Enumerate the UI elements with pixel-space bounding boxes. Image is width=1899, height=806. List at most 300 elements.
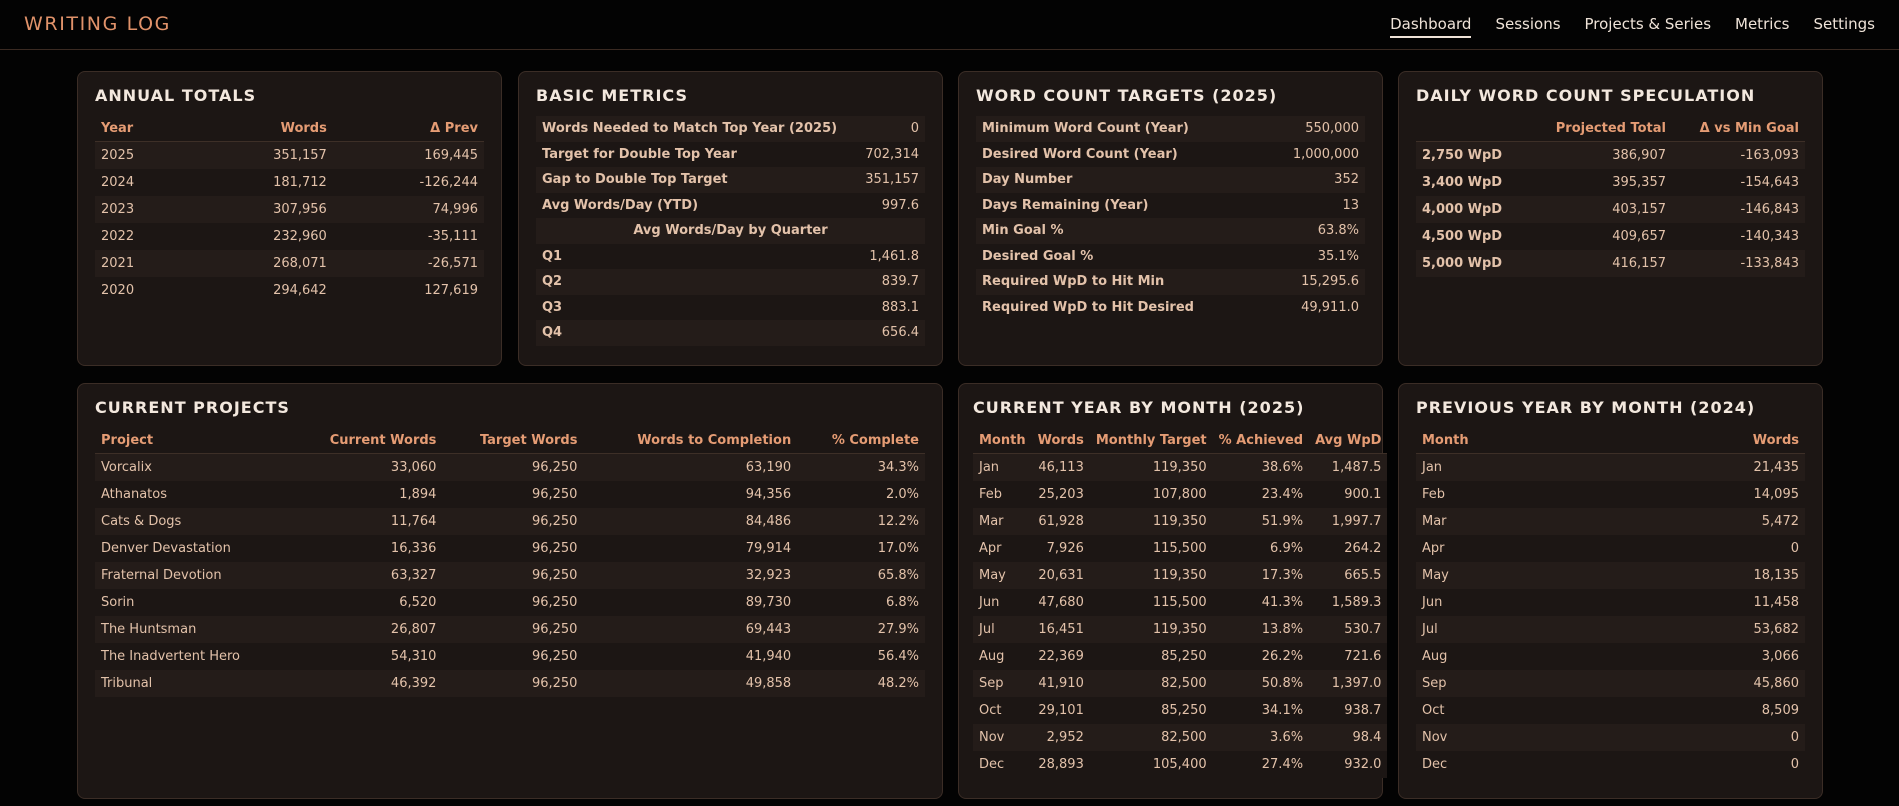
metric-row — [976, 167, 1365, 193]
quarter-value: 656.4 — [856, 320, 925, 346]
year-cell: 2023 — [95, 196, 192, 223]
month-cell: Sep — [973, 670, 1032, 697]
percent-achieved-cell: 41.3% — [1213, 589, 1309, 616]
monthly-target-cell: 115,500 — [1090, 535, 1213, 562]
current-words: 46,392 — [290, 670, 443, 697]
speculation-table — [1416, 116, 1805, 277]
month-row — [973, 643, 1387, 670]
speculation-panel — [1398, 71, 1823, 366]
delta-cell: -126,244 — [333, 169, 484, 196]
month-cell: Feb — [973, 481, 1032, 508]
project-row — [95, 589, 925, 616]
percent-achieved-cell: 23.4% — [1213, 481, 1309, 508]
metric-value: 0 — [856, 116, 925, 142]
monthly-target-cell: 105,400 — [1090, 751, 1213, 778]
month-row — [973, 589, 1387, 616]
current-words: 1,894 — [290, 481, 443, 508]
rate-cell: 3,400 WpD — [1416, 169, 1526, 196]
month-cell: Oct — [973, 697, 1032, 724]
metric-label: Desired Word Count (Year) — [976, 142, 1264, 168]
word-count-targets-title: WORD COUNT TARGETS (2025) — [976, 86, 1278, 105]
previous-year-title: PREVIOUS YEAR BY MONTH (2024) — [1416, 398, 1756, 417]
current-words: 16,336 — [290, 535, 443, 562]
project-name: The Huntsman — [95, 616, 290, 643]
quarter-value: 1,461.8 — [856, 244, 925, 270]
percent-complete: 34.3% — [797, 454, 925, 482]
current-words: 63,327 — [290, 562, 443, 589]
project-row — [95, 535, 925, 562]
metric-value: 49,911.0 — [1264, 295, 1365, 321]
rate-cell: 4,500 WpD — [1416, 223, 1526, 250]
col-project: Project — [95, 428, 290, 454]
month-cell: Feb — [1416, 481, 1611, 508]
project-row — [95, 454, 925, 482]
month-cell: Jul — [1416, 616, 1611, 643]
metric-label: Gap to Double Top Target — [536, 167, 856, 193]
percent-achieved-cell: 3.6% — [1213, 724, 1309, 751]
project-name: Tribunal — [95, 670, 290, 697]
month-row — [1416, 589, 1805, 616]
annual-totals-panel — [77, 71, 502, 366]
metric-row — [976, 193, 1365, 219]
metric-row — [976, 295, 1365, 321]
previous-year-panel — [1398, 383, 1823, 799]
avg-wpd-cell: 721.6 — [1309, 643, 1387, 670]
table-row — [95, 169, 484, 196]
metric-label: Target for Double Top Year — [536, 142, 856, 168]
basic-metrics-panel — [518, 71, 943, 366]
words-cell: 232,960 — [192, 223, 333, 250]
nav-dashboard[interactable]: Dashboard — [1390, 15, 1471, 38]
project-row — [95, 562, 925, 589]
monthly-target-cell: 119,350 — [1090, 508, 1213, 535]
quarter-subheader: Avg Words/Day by Quarter — [536, 218, 925, 244]
delta-cell: -163,093 — [1672, 142, 1805, 170]
delta-cell: 127,619 — [333, 277, 484, 304]
words-cell: 3,066 — [1611, 643, 1805, 670]
metric-label: Avg Words/Day (YTD) — [536, 193, 856, 219]
avg-wpd-cell: 530.7 — [1309, 616, 1387, 643]
words-to-completion: 94,356 — [583, 481, 797, 508]
percent-complete: 48.2% — [797, 670, 925, 697]
words-cell: 45,860 — [1611, 670, 1805, 697]
metric-row — [536, 116, 925, 142]
year-cell: 2021 — [95, 250, 192, 277]
current-year-table — [973, 428, 1387, 778]
percent-achieved-cell: 50.8% — [1213, 670, 1309, 697]
percent-achieved-cell: 17.3% — [1213, 562, 1309, 589]
percent-achieved-cell: 38.6% — [1213, 454, 1309, 482]
words-cell: 181,712 — [192, 169, 333, 196]
month-row — [1416, 643, 1805, 670]
projected-total-cell: 403,157 — [1526, 196, 1672, 223]
current-words: 54,310 — [290, 643, 443, 670]
avg-wpd-cell: 1,397.0 — [1309, 670, 1387, 697]
percent-complete: 65.8% — [797, 562, 925, 589]
month-row — [1416, 508, 1805, 535]
table-row — [95, 277, 484, 304]
month-cell: Apr — [1416, 535, 1611, 562]
month-row — [973, 535, 1387, 562]
metric-label: Words Needed to Match Top Year (2025) — [536, 116, 856, 142]
project-name: Denver Devastation — [95, 535, 290, 562]
project-name: Cats & Dogs — [95, 508, 290, 535]
current-projects-table — [95, 428, 925, 697]
col-percent-achieved: % Achieved — [1213, 428, 1309, 454]
percent-complete: 2.0% — [797, 481, 925, 508]
metric-row — [536, 142, 925, 168]
col-current-words: Current Words — [290, 428, 443, 454]
year-cell: 2022 — [95, 223, 192, 250]
rate-cell: 2,750 WpD — [1416, 142, 1526, 170]
metric-row — [976, 116, 1365, 142]
monthly-target-cell: 82,500 — [1090, 670, 1213, 697]
month-cell: May — [973, 562, 1032, 589]
metric-label: Required WpD to Hit Desired — [976, 295, 1264, 321]
project-row — [95, 481, 925, 508]
quarter-row — [536, 295, 925, 321]
month-row — [1416, 616, 1805, 643]
rate-cell: 5,000 WpD — [1416, 250, 1526, 277]
delta-cell: 74,996 — [333, 196, 484, 223]
project-name: Sorin — [95, 589, 290, 616]
col-words: Words — [1611, 428, 1805, 454]
monthly-target-cell: 107,800 — [1090, 481, 1213, 508]
words-cell: 14,095 — [1611, 481, 1805, 508]
percent-achieved-cell: 27.4% — [1213, 751, 1309, 778]
words-to-completion: 79,914 — [583, 535, 797, 562]
words-to-completion: 89,730 — [583, 589, 797, 616]
quarter-subheader-row — [536, 218, 925, 244]
month-cell: Sep — [1416, 670, 1611, 697]
words-cell: 46,113 — [1032, 454, 1090, 482]
month-cell: Oct — [1416, 697, 1611, 724]
month-row — [1416, 670, 1805, 697]
year-cell: 2024 — [95, 169, 192, 196]
monthly-target-cell: 119,350 — [1090, 562, 1213, 589]
metric-row — [536, 167, 925, 193]
month-cell: Jul — [973, 616, 1032, 643]
words-cell: 47,680 — [1032, 589, 1090, 616]
words-cell: 294,642 — [192, 277, 333, 304]
table-row — [1416, 196, 1805, 223]
quarter-value: 883.1 — [856, 295, 925, 321]
words-cell: 5,472 — [1611, 508, 1805, 535]
words-cell: 16,451 — [1032, 616, 1090, 643]
monthly-target-cell: 119,350 — [1090, 454, 1213, 482]
percent-complete: 17.0% — [797, 535, 925, 562]
words-cell: 0 — [1611, 535, 1805, 562]
month-cell: Nov — [1416, 724, 1611, 751]
metric-label: Desired Goal % — [976, 244, 1264, 270]
monthly-target-cell: 85,250 — [1090, 643, 1213, 670]
metric-label: Day Number — [976, 167, 1264, 193]
words-cell: 8,509 — [1611, 697, 1805, 724]
words-cell: 307,956 — [192, 196, 333, 223]
speculation-title: DAILY WORD COUNT SPECULATION — [1416, 86, 1756, 105]
metric-value: 35.1% — [1264, 244, 1365, 270]
projected-total-cell: 409,657 — [1526, 223, 1672, 250]
month-row — [973, 670, 1387, 697]
word-count-targets-panel — [958, 71, 1383, 366]
monthly-target-cell: 119,350 — [1090, 616, 1213, 643]
delta-cell: -133,843 — [1672, 250, 1805, 277]
month-row — [1416, 481, 1805, 508]
percent-achieved-cell: 6.9% — [1213, 535, 1309, 562]
avg-wpd-cell: 665.5 — [1309, 562, 1387, 589]
words-cell: 20,631 — [1032, 562, 1090, 589]
table-row — [1416, 169, 1805, 196]
quarter-label: Q2 — [536, 269, 856, 295]
words-cell: 11,458 — [1611, 589, 1805, 616]
words-to-completion: 41,940 — [583, 643, 797, 670]
project-row — [95, 643, 925, 670]
metric-row — [976, 142, 1365, 168]
current-projects-panel — [77, 383, 943, 799]
target-words: 96,250 — [442, 562, 583, 589]
month-row — [973, 751, 1387, 778]
month-cell: Jan — [1416, 454, 1611, 482]
target-words: 96,250 — [442, 508, 583, 535]
project-name: Athanatos — [95, 481, 290, 508]
percent-achieved-cell: 34.1% — [1213, 697, 1309, 724]
rate-cell: 4,000 WpD — [1416, 196, 1526, 223]
words-cell: 0 — [1611, 751, 1805, 778]
month-cell: Mar — [1416, 508, 1611, 535]
current-words: 6,520 — [290, 589, 443, 616]
percent-complete: 12.2% — [797, 508, 925, 535]
delta-cell: -26,571 — [333, 250, 484, 277]
month-cell: Dec — [973, 751, 1032, 778]
projected-total-cell: 416,157 — [1526, 250, 1672, 277]
main-nav — [1390, 15, 1875, 38]
month-row — [973, 697, 1387, 724]
nav-metrics[interactable]: Metrics — [1735, 15, 1790, 33]
previous-year-table — [1416, 428, 1805, 778]
col-year: Year — [95, 116, 192, 142]
avg-wpd-cell: 1,997.7 — [1309, 508, 1387, 535]
avg-wpd-cell: 264.2 — [1309, 535, 1387, 562]
metric-label: Minimum Word Count (Year) — [976, 116, 1264, 142]
metric-value: 13 — [1264, 193, 1365, 219]
annual-totals-table — [95, 116, 484, 304]
words-cell: 351,157 — [192, 142, 333, 170]
year-cell: 2025 — [95, 142, 192, 170]
avg-wpd-cell: 932.0 — [1309, 751, 1387, 778]
basic-metrics-title: BASIC METRICS — [536, 86, 688, 105]
metric-row — [976, 269, 1365, 295]
col-projected-total: Projected Total — [1526, 116, 1672, 142]
col-delta-min-goal: Δ vs Min Goal — [1672, 116, 1805, 142]
words-to-completion: 63,190 — [583, 454, 797, 482]
col-words: Words — [1032, 428, 1090, 454]
table-row — [95, 196, 484, 223]
percent-complete: 27.9% — [797, 616, 925, 643]
month-row — [1416, 751, 1805, 778]
words-cell: 61,928 — [1032, 508, 1090, 535]
current-words: 26,807 — [290, 616, 443, 643]
table-row — [1416, 250, 1805, 277]
metric-row — [536, 193, 925, 219]
words-cell: 22,369 — [1032, 643, 1090, 670]
words-cell: 268,071 — [192, 250, 333, 277]
month-row — [1416, 454, 1805, 482]
table-row — [95, 250, 484, 277]
month-row — [973, 481, 1387, 508]
avg-wpd-cell: 1,589.3 — [1309, 589, 1387, 616]
percent-complete: 6.8% — [797, 589, 925, 616]
monthly-target-cell: 85,250 — [1090, 697, 1213, 724]
quarter-row — [536, 320, 925, 346]
project-row — [95, 670, 925, 697]
delta-cell: 169,445 — [333, 142, 484, 170]
month-row — [973, 454, 1387, 482]
month-row — [973, 508, 1387, 535]
project-name: The Inadvertent Hero — [95, 643, 290, 670]
words-cell: 7,926 — [1032, 535, 1090, 562]
col-month: Month — [1416, 428, 1611, 454]
quarter-row — [536, 244, 925, 270]
target-words: 96,250 — [442, 643, 583, 670]
percent-complete: 56.4% — [797, 643, 925, 670]
month-cell: Jan — [973, 454, 1032, 482]
target-words: 96,250 — [442, 589, 583, 616]
projected-total-cell: 395,357 — [1526, 169, 1672, 196]
current-projects-title: CURRENT PROJECTS — [95, 398, 290, 417]
project-row — [95, 508, 925, 535]
col-delta-prev: Δ Prev — [333, 116, 484, 142]
word-count-targets-table — [976, 116, 1365, 320]
words-to-completion: 49,858 — [583, 670, 797, 697]
month-row — [1416, 724, 1805, 751]
month-row — [1416, 535, 1805, 562]
metric-value: 997.6 — [856, 193, 925, 219]
month-row — [973, 724, 1387, 751]
month-row — [1416, 562, 1805, 589]
words-cell: 25,203 — [1032, 481, 1090, 508]
table-row — [95, 142, 484, 170]
year-cell: 2020 — [95, 277, 192, 304]
target-words: 96,250 — [442, 481, 583, 508]
delta-cell: -146,843 — [1672, 196, 1805, 223]
project-name: Fraternal Devotion — [95, 562, 290, 589]
month-cell: May — [1416, 562, 1611, 589]
nav-settings[interactable]: Settings — [1813, 15, 1875, 33]
target-words: 96,250 — [442, 616, 583, 643]
col-words: Words — [192, 116, 333, 142]
quarter-label: Q4 — [536, 320, 856, 346]
percent-achieved-cell: 13.8% — [1213, 616, 1309, 643]
metric-value: 352 — [1264, 167, 1365, 193]
month-row — [973, 616, 1387, 643]
metric-value: 351,157 — [856, 167, 925, 193]
month-cell: Nov — [973, 724, 1032, 751]
month-cell: Mar — [973, 508, 1032, 535]
monthly-target-cell: 82,500 — [1090, 724, 1213, 751]
metric-row — [976, 218, 1365, 244]
annual-totals-title: ANNUAL TOTALS — [95, 86, 257, 105]
words-cell: 29,101 — [1032, 697, 1090, 724]
quarter-label: Q3 — [536, 295, 856, 321]
metric-value: 550,000 — [1264, 116, 1365, 142]
delta-cell: -35,111 — [333, 223, 484, 250]
month-row — [1416, 697, 1805, 724]
words-cell: 18,135 — [1611, 562, 1805, 589]
nav-projects-series[interactable]: Projects & Series — [1584, 15, 1712, 33]
monthly-target-cell: 115,500 — [1090, 589, 1213, 616]
table-row — [1416, 142, 1805, 170]
words-cell: 0 — [1611, 724, 1805, 751]
month-cell: Aug — [973, 643, 1032, 670]
projected-total-cell: 386,907 — [1526, 142, 1672, 170]
percent-achieved-cell: 26.2% — [1213, 643, 1309, 670]
quarter-row — [536, 269, 925, 295]
avg-wpd-cell: 938.7 — [1309, 697, 1387, 724]
metric-label: Days Remaining (Year) — [976, 193, 1264, 219]
metric-label: Min Goal % — [976, 218, 1264, 244]
top-bar — [0, 0, 1899, 50]
words-cell: 2,952 — [1032, 724, 1090, 751]
words-cell: 21,435 — [1611, 454, 1805, 482]
app-title: WRITING LOG — [24, 13, 171, 35]
month-cell: Dec — [1416, 751, 1611, 778]
table-row — [95, 223, 484, 250]
current-words: 11,764 — [290, 508, 443, 535]
quarter-value: 839.7 — [856, 269, 925, 295]
month-cell: Aug — [1416, 643, 1611, 670]
current-year-panel — [958, 383, 1383, 799]
col-rate — [1416, 116, 1526, 142]
target-words: 96,250 — [442, 454, 583, 482]
month-row — [973, 562, 1387, 589]
project-name: Vorcalix — [95, 454, 290, 482]
current-year-title: CURRENT YEAR BY MONTH (2025) — [973, 398, 1305, 417]
avg-wpd-cell: 98.4 — [1309, 724, 1387, 751]
metric-value: 63.8% — [1264, 218, 1365, 244]
month-cell: Jun — [1416, 589, 1611, 616]
avg-wpd-cell: 900.1 — [1309, 481, 1387, 508]
metric-row — [976, 244, 1365, 270]
words-cell: 41,910 — [1032, 670, 1090, 697]
metric-value: 1,000,000 — [1264, 142, 1365, 168]
nav-sessions[interactable]: Sessions — [1495, 15, 1561, 33]
col-avg-wpd: Avg WpD — [1309, 428, 1387, 454]
words-to-completion: 32,923 — [583, 562, 797, 589]
metric-value: 15,295.6 — [1264, 269, 1365, 295]
col-month: Month — [973, 428, 1032, 454]
metric-label: Required WpD to Hit Min — [976, 269, 1264, 295]
current-words: 33,060 — [290, 454, 443, 482]
col-percent-complete: % Complete — [797, 428, 925, 454]
target-words: 96,250 — [442, 535, 583, 562]
col-target-words: Target Words — [442, 428, 583, 454]
words-cell: 53,682 — [1611, 616, 1805, 643]
project-row — [95, 616, 925, 643]
col-monthly-target: Monthly Target — [1090, 428, 1213, 454]
words-to-completion: 69,443 — [583, 616, 797, 643]
delta-cell: -154,643 — [1672, 169, 1805, 196]
metric-value: 702,314 — [856, 142, 925, 168]
avg-wpd-cell: 1,487.5 — [1309, 454, 1387, 482]
col-words-to-completion: Words to Completion — [583, 428, 797, 454]
target-words: 96,250 — [442, 670, 583, 697]
quarter-label: Q1 — [536, 244, 856, 270]
table-row — [1416, 223, 1805, 250]
words-cell: 28,893 — [1032, 751, 1090, 778]
month-cell: Apr — [973, 535, 1032, 562]
percent-achieved-cell: 51.9% — [1213, 508, 1309, 535]
basic-metrics-table — [536, 116, 925, 346]
